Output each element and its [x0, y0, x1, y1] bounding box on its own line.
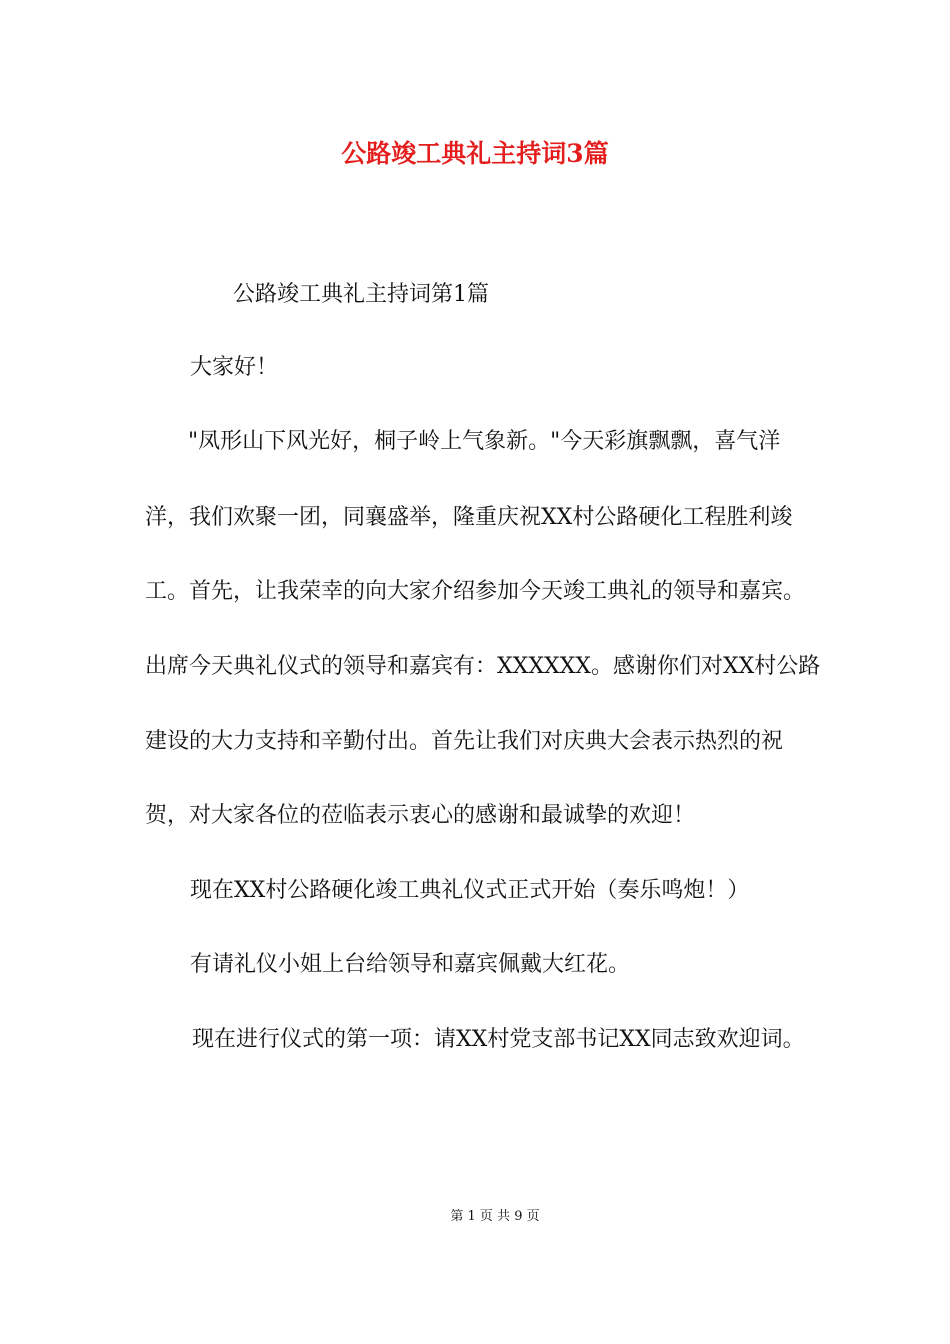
page-number-footer: 第 1 页 共 9 页 — [450, 1209, 540, 1224]
paragraph-3: 有请礼仪小姐上台给领导和嘉宾佩戴大红花。 — [190, 952, 631, 977]
paragraph-2: 现在XX村公路硬化竣工典礼仪式正式开始（奏乐鸣炮！） — [190, 878, 750, 903]
greeting-line: 大家好！ — [190, 355, 279, 380]
paragraph-1-line-4: 出席今天典礼仪式的领导和嘉宾有：XXXXXX。感谢你们对XX村公路 — [145, 654, 821, 679]
paragraph-1-line-1: "凤形山下风光好，桐子岭上气象新。"今天彩旗飘飘，喜气洋 — [188, 429, 781, 454]
paragraph-1-line-3: 工。首先，让我荣幸的向大家介绍参加今天竣工典礼的领导和嘉宾。 — [145, 579, 806, 604]
paragraph-4: 现在进行仪式的第一项：请XX村党支部书记XX同志致欢迎词。 — [192, 1027, 805, 1052]
paragraph-1-line-2: 洋，我们欢聚一团，同襄盛举，隆重庆祝XX村公路硬化工程胜利竣 — [145, 505, 793, 530]
section-heading: 公路竣工典礼主持词第1篇 — [233, 282, 489, 307]
paragraph-1-line-6: 贺，对大家各位的莅临表示衷心的感谢和最诚挚的欢迎！ — [145, 803, 696, 828]
paragraph-1-line-5: 建设的大力支持和辛勤付出。首先让我们对庆典大会表示热烈的祝 — [145, 729, 784, 754]
document-title: 公路竣工典礼主持词3篇 — [341, 139, 609, 168]
